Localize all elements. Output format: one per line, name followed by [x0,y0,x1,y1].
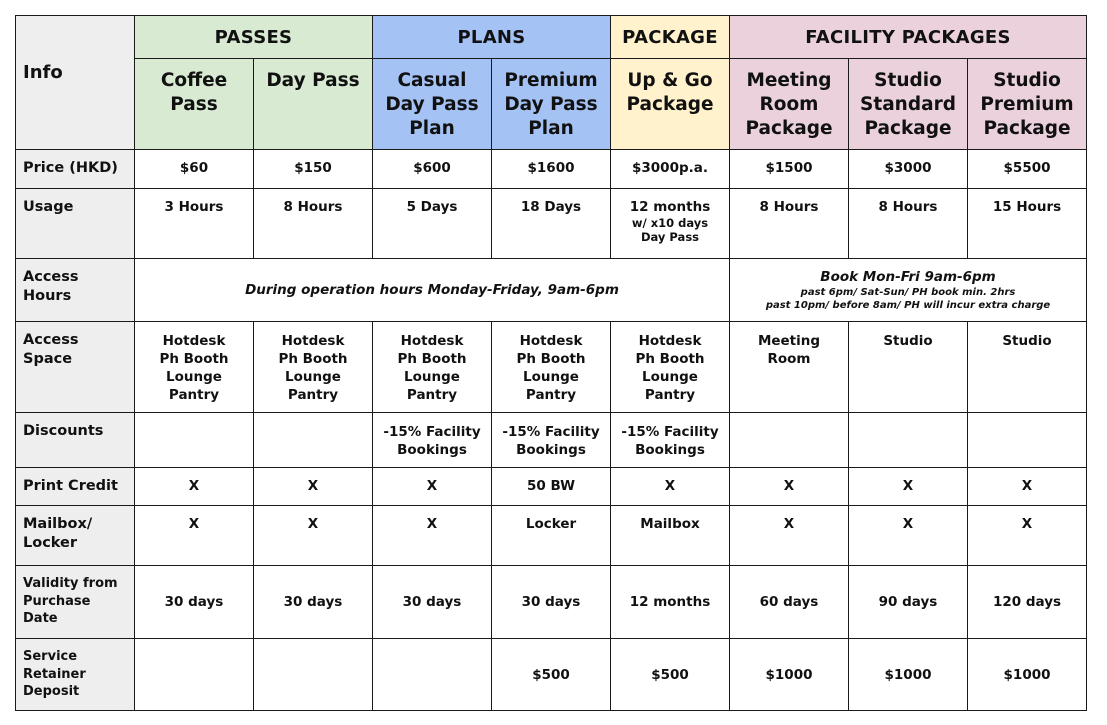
validity-cell: 60 days [730,566,849,639]
access-space-cell: Meeting Room [730,322,849,413]
mailbox-cell: X [730,506,849,566]
column-premium-day-pass-plan: Premium Day Pass Plan [492,59,611,150]
usage-months: 12 months [629,199,711,215]
info-header: Info [16,16,135,150]
usage-cell: 15 Hours [968,189,1087,259]
row-label-mailbox-locker: Mailbox/ Locker [16,506,135,566]
pricing-table [15,15,1087,711]
column-casual-day-pass-plan: Casual Day Pass Plan [373,59,492,150]
row-access-space [16,322,1087,413]
usage-cell: 18 Days [492,189,611,259]
deposit-cell [135,639,254,711]
access-hours-facility-note1: past 6pm/ Sat-Sun/ PH book min. 2hrs [800,287,1016,298]
access-space-cell: Studio [968,322,1087,413]
deposit-cell: $1000 [849,639,968,711]
discount-cell: -15% Facility Bookings [611,413,730,468]
row-label-price: Price (HKD) [16,150,135,189]
print-credit-cell: X [968,468,1087,506]
access-hours-facility [730,259,1087,322]
access-space-cell: Hotdesk Ph Booth Lounge Pantry [373,322,492,413]
discount-cell [254,413,373,468]
column-header-row [16,59,1087,150]
deposit-cell: $500 [611,639,730,711]
row-label-discounts: Discounts [16,413,135,468]
price-cell: $150 [254,150,373,189]
print-credit-cell: X [849,468,968,506]
row-label-validity: Validity from Purchase Date [16,566,135,639]
row-label-access-space: Access Space [16,322,135,413]
row-label-print-credit: Print Credit [16,468,135,506]
group-package: PACKAGE [611,16,730,59]
print-credit-cell: X [730,468,849,506]
price-cell: $3000p.a. [611,150,730,189]
usage-cell [611,189,730,259]
price-cell: $60 [135,150,254,189]
validity-cell: 30 days [373,566,492,639]
access-space-cell: Studio [849,322,968,413]
validity-cell: 30 days [492,566,611,639]
discount-cell [730,413,849,468]
access-hours-standard: During operation hours Monday-Friday, 9am-6pm [135,259,730,322]
print-credit-cell: X [135,468,254,506]
mailbox-cell: X [254,506,373,566]
price-cell: $1600 [492,150,611,189]
access-space-cell: Hotdesk Ph Booth Lounge Pantry [135,322,254,413]
group-facility-packages: FACILITY PACKAGES [730,16,1087,59]
validity-cell: 12 months [611,566,730,639]
access-hours-facility-main: Book Mon-Fri 9am-6pm [820,269,996,285]
price-cell: $600 [373,150,492,189]
column-studio-premium-package: Studio Premium Package [968,59,1087,150]
discount-cell: -15% Facility Bookings [492,413,611,468]
row-print-credit [16,468,1087,506]
deposit-cell [373,639,492,711]
validity-cell: 90 days [849,566,968,639]
usage-note-line2: Day Pass [640,230,700,244]
price-cell: $5500 [968,150,1087,189]
price-cell: $1500 [730,150,849,189]
deposit-cell: $500 [492,639,611,711]
discount-cell [968,413,1087,468]
discount-cell [135,413,254,468]
mailbox-cell: Locker [492,506,611,566]
access-space-cell: Hotdesk Ph Booth Lounge Pantry [611,322,730,413]
group-passes: PASSES [135,16,373,59]
print-credit-cell: X [373,468,492,506]
column-coffee-pass: Coffee Pass [135,59,254,150]
column-up-go-package: Up & Go Package [611,59,730,150]
usage-note-line1: w/ x10 days [631,216,709,230]
row-price [16,150,1087,189]
row-mailbox-locker [16,506,1087,566]
row-label-deposit: Service Retainer Deposit [16,639,135,711]
column-meeting-room-package: Meeting Room Package [730,59,849,150]
deposit-cell: $1000 [730,639,849,711]
discount-cell: -15% Facility Bookings [373,413,492,468]
price-cell: $3000 [849,150,968,189]
row-label-access-hours: Access Hours [16,259,135,322]
group-plans: PLANS [373,16,611,59]
validity-cell: 120 days [968,566,1087,639]
validity-cell: 30 days [254,566,373,639]
discount-cell [849,413,968,468]
row-label-usage: Usage [16,189,135,259]
usage-cell: 8 Hours [254,189,373,259]
column-studio-standard-package: Studio Standard Package [849,59,968,150]
row-validity [16,566,1087,639]
mailbox-cell: X [849,506,968,566]
mailbox-cell: X [135,506,254,566]
row-deposit [16,639,1087,711]
usage-cell: 5 Days [373,189,492,259]
deposit-cell: $1000 [968,639,1087,711]
deposit-cell [254,639,373,711]
print-credit-cell: X [254,468,373,506]
access-space-cell: Hotdesk Ph Booth Lounge Pantry [492,322,611,413]
usage-cell: 8 Hours [849,189,968,259]
row-usage [16,189,1087,259]
mailbox-cell: Mailbox [611,506,730,566]
group-header-row [16,16,1087,59]
access-space-cell: Hotdesk Ph Booth Lounge Pantry [254,322,373,413]
mailbox-cell: X [373,506,492,566]
column-day-pass: Day Pass [254,59,373,150]
mailbox-cell: X [968,506,1087,566]
print-credit-cell: 50 BW [492,468,611,506]
row-access-hours [16,259,1087,322]
access-hours-facility-note2: past 10pm/ before 8am/ PH will incur extra charge [765,300,1051,311]
usage-cell: 8 Hours [730,189,849,259]
print-credit-cell: X [611,468,730,506]
usage-cell: 3 Hours [135,189,254,259]
row-discounts [16,413,1087,468]
validity-cell: 30 days [135,566,254,639]
